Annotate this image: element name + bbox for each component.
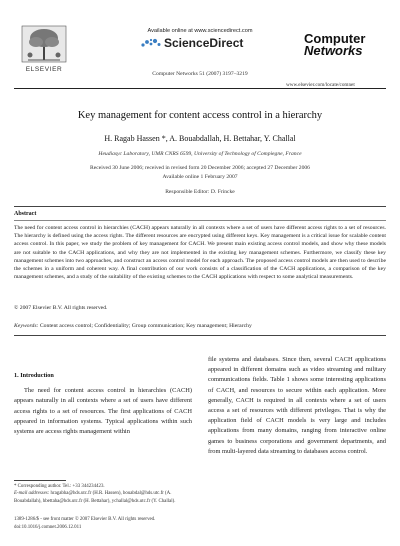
- email-label: E-mail addresses:: [14, 491, 50, 497]
- keywords-label: Keywords:: [14, 323, 39, 329]
- journal-logo: [304, 33, 384, 58]
- email-addresses: [14, 490, 194, 505]
- journal-logo-line1: Computer: [304, 31, 366, 46]
- issn-line: 1389-1286/$ - see front matter © 2007 Elsevier B.V. All rights reserved.: [14, 517, 156, 522]
- journal-reference: Computer Networks 51 (2007) 3197–3219: [152, 71, 248, 77]
- affiliation: Heudiasyc Laboratory, UMR CNRS 6599, University of Technology of Compiegne, France: [98, 151, 302, 157]
- journal-url-link[interactable]: www.elsevier.com/locate/comnet: [286, 82, 355, 88]
- abstract-heading: Abstract: [14, 211, 37, 217]
- keywords-list: Content access control; Confidentiality; Group communication; Key management; Hierarchy: [39, 323, 252, 329]
- available-online-text: Available online at www.sciencedirect.com: [147, 28, 253, 34]
- footnote-divider: [14, 480, 66, 481]
- header-divider: [14, 88, 386, 89]
- author-list: H. Ragab Hassen *, A. Bouabdallah, H. Bettahar, Y. Challal: [104, 134, 296, 143]
- publisher-name: ELSEVIER: [25, 66, 63, 73]
- email-list: hragabha@hds.utc.fr (H.R. Hassen), bouabdal@hds.utc.fr (A. Bouabdallah), hbettaha@hds.utc.fr (H. Bettahar), ychallal@hds.utc.fr (Y. Challal).: [14, 491, 176, 504]
- received-dates: Received 30 June 2006; received in revised form 20 December 2006; accepted 27 December 2006: [90, 165, 310, 171]
- keywords-divider: [14, 335, 386, 336]
- introduction-paragraph: The need for content access control in hierarchies (CACH) appears naturally in all contexts where a set of users have different access rights to a set of resources. The first applications of CACH appeared in information systems. Typical applications within such systems are access rights management within: [14, 387, 192, 436]
- online-date: Available online 1 February 2007: [162, 174, 238, 180]
- copyright-notice: © 2007 Elsevier B.V. All rights reserved.: [14, 305, 108, 311]
- abstract-heading-divider: [14, 220, 386, 221]
- sciencedirect-dots-logo: [140, 38, 162, 48]
- abstract-top-divider: [14, 206, 386, 207]
- keywords: [14, 323, 386, 329]
- sciencedirect-wordmark: ScienceDirect: [164, 36, 244, 50]
- right-column-paragraph: file systems and databases. Since then, several CACH applications appeared in different domains such as video streaming and military communications fields. Table 1 shows some interesting applications of CACH, and resources to secure within each application. More generally, CACH is required in all contexts where a set of users access a set of resources with different privileges. That is why the application field of CACH models is very large and includes applications from many domains, ranging from interactive online games to business corporations and government departments, and from multi-layered data streaming to databases access control.: [208, 356, 386, 455]
- responsible-editor: Responsible Editor: D. Frincke: [165, 189, 235, 195]
- corresponding-author-note: * Corresponding author. Tel.: +33 344234423.: [14, 484, 105, 489]
- section-heading-introduction: 1. Introduction: [14, 372, 54, 379]
- footnote: [14, 483, 194, 505]
- abstract-body: The need for content access control in hierarchies (CACH) appears naturally in all contexts where a set of users have different access rights to a set of resources. The hierarchy is defined using the access rights. The different resources are encrypted using different keys. Key management is a critical issue for scalable content access control. In this paper, we study the problem of key management for CACH. We present main existing access control models, and show why these models are not suitable to the CACH applications, and why they are not implemented in the existing key management schemes. Furthermore, we classify these key management schemes into two approaches, and construct an access control model for each approach. The proposed access control models are then used to describe the schemes in a uniform and coherent way. A final contribution of our work consists of a classification of the CACH applications, a comparison of the key management schemes, and a study of the suitability of the existing schemes to the CACH applications with respect to some analytical measurements.: [14, 225, 386, 281]
- paper-title: Key management for content access control in a hierarchy: [77, 110, 323, 121]
- doi-link[interactable]: doi:10.1016/j.comnet.2006.12.011: [14, 525, 82, 530]
- journal-logo-line2: Networks: [304, 43, 363, 59]
- sciencedirect-logo: [140, 36, 270, 50]
